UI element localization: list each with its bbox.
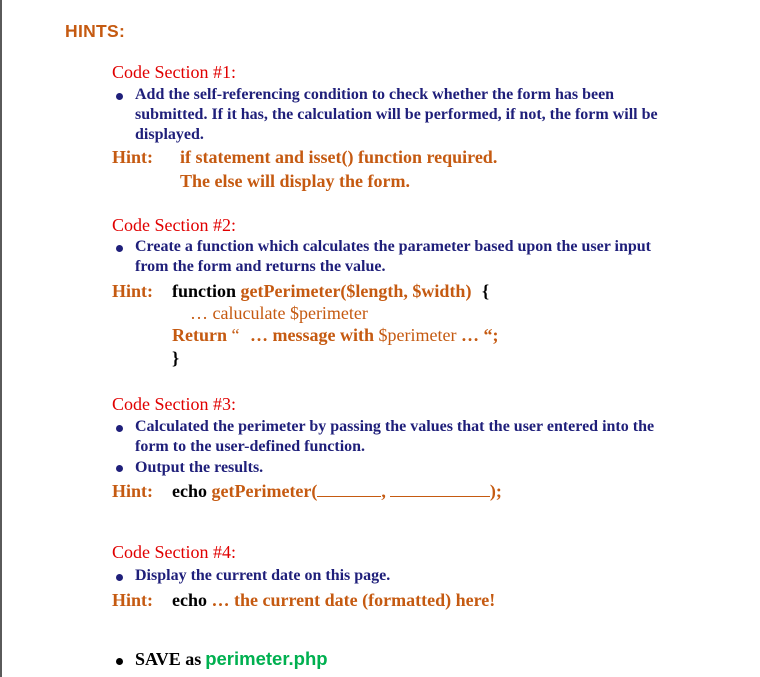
section3-bullet1-line2: form to the user-defined function. [135, 438, 366, 455]
page-title: HINTS: [65, 21, 126, 41]
section4-hint-text: … the current date (formatted) here! [211, 590, 496, 610]
section1-bullet-line2: submitted. If it has, the calculation will be performed, if not, the form will be [135, 106, 658, 123]
section1-bullet-line3: displayed. [135, 126, 204, 143]
section1-bullet-line1: Add the self-referencing condition to check whether the form has been [135, 86, 615, 103]
section1-bullet-icon [116, 93, 123, 100]
section3-bullet1-icon [116, 425, 123, 432]
return-keyword: Return [172, 325, 227, 345]
echo-keyword: echo [172, 481, 207, 501]
section2-hint-label: Hint: [112, 281, 154, 301]
section2-bullet-line1: Create a function which calculates the parameter based upon the user input [135, 238, 651, 255]
section2-heading: Code Section #2: [112, 215, 236, 235]
section3-bullet1-line1: Calculated the perimeter by passing the values that the user entered into the [135, 418, 655, 435]
section1-hint-line1: if statement and isset() function required. [180, 147, 498, 167]
call-prefix: getPerimeter( [211, 481, 318, 501]
section1-heading: Code Section #1: [112, 62, 236, 82]
section3-bullet2: Output the results. [135, 459, 264, 476]
section2-code-line1 [172, 281, 489, 302]
section1-hint-line2: The else will display the form. [180, 171, 410, 191]
save-filename: perimeter.php [205, 648, 328, 669]
section2-bullet-icon [116, 245, 123, 252]
width-blank [390, 481, 490, 497]
close-brace: } [172, 348, 180, 368]
open-quote: “ [231, 325, 240, 345]
section3-hint-label: Hint: [112, 481, 154, 501]
page-left-border [0, 0, 2, 677]
function-keyword: function [172, 281, 237, 301]
call-suffix: ); [489, 481, 502, 501]
function-signature: getPerimeter($length, $width) [240, 281, 472, 301]
section2-bullet-line2: from the form and returns the value. [135, 258, 386, 275]
message-variable: $perimeter [378, 325, 457, 345]
section4-bullet-icon [116, 574, 123, 581]
section3-bullet2-icon [116, 465, 123, 472]
section3-echo-line [172, 481, 502, 502]
open-brace: { [481, 281, 490, 301]
comma: , [381, 481, 386, 501]
echo-keyword: echo [172, 590, 207, 610]
message-suffix: … “; [460, 325, 499, 345]
save-prefix: SAVE as [135, 649, 202, 669]
section4-hint-label: Hint: [112, 590, 154, 610]
length-blank [317, 481, 381, 497]
section4-bullet: Display the current date on this page. [135, 567, 391, 584]
section2-code-return-line [172, 325, 498, 346]
section2-code-comment: … caluculate $perimeter [190, 303, 368, 323]
section4-echo-line [172, 590, 495, 611]
save-line [135, 648, 328, 670]
message-prefix: … message with [250, 325, 374, 345]
section4-heading: Code Section #4: [112, 542, 236, 562]
section1-hint-label: Hint: [112, 147, 154, 167]
save-bullet-icon [116, 658, 123, 665]
section3-heading: Code Section #3: [112, 394, 236, 414]
